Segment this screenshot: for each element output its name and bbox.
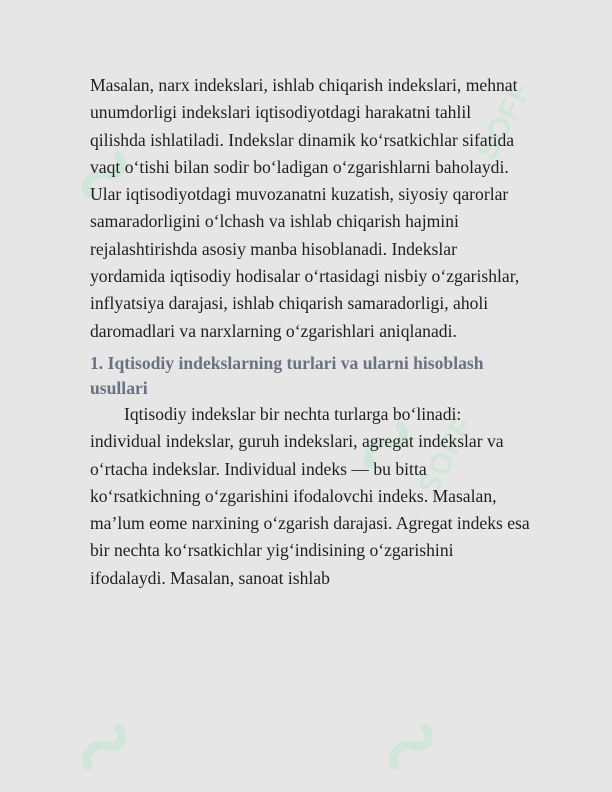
watermark-logo-icon	[78, 722, 132, 776]
document-page	[90, 72, 530, 592]
body-paragraph: Iqtisodiy indekslar bir nechta turlarga bo‘linadi: individual indekslar, guruh indekslari, agregat indekslar va o‘rtacha indekslar. Individual indeks — bu bitta ko‘rsatkichning o‘zgarishini ifodalovchi indeks. Masalan, ma’lum eome narxining o‘zgarish darajasi. Agregat indeks esa bir nechta ko‘rsatkichlar yig‘indisining o‘zgarishini ifodalaydi. Masalan, sanoat ishlab	[90, 403, 530, 588]
watermark-text: SOFF	[412, 410, 481, 501]
watermark-logo-icon	[385, 722, 439, 776]
watermark-text: SOFF	[470, 75, 539, 166]
body-paragraph: Masalan, narx indekslari, ishlab chiqarish indekslari, mehnat unumdorligi indekslari iqtisodiyotdagi harakatni tahlil qilishda ishlatiladi. Indekslar dinamik ko‘rsatkichlar sifatida vaqt o‘tishi bilan sodir bo‘ladigan o‘zgarishlarni baholaydi. Ular iqtisodiyotdagi muvozanatni kuzatish, siyosiy qarorlar samaradorligini o‘lchash va ishlab chiqarish hajmini rejalashtirishda asosiy manba hisoblanadi. Indekslar yordamida iqtisodiy hodisalar o‘rtasidagi nisbiy o‘zgarishlar, inflyatsiya darajasi, ishlab chiqarish samaradorligi, aholi daromadlari va narxlarning o‘zgarishlari aniqlanadi.	[90, 75, 520, 341]
section-heading: 1. Iqtisodiy indekslarning turlari va ularni hisoblash usullari	[90, 352, 484, 398]
